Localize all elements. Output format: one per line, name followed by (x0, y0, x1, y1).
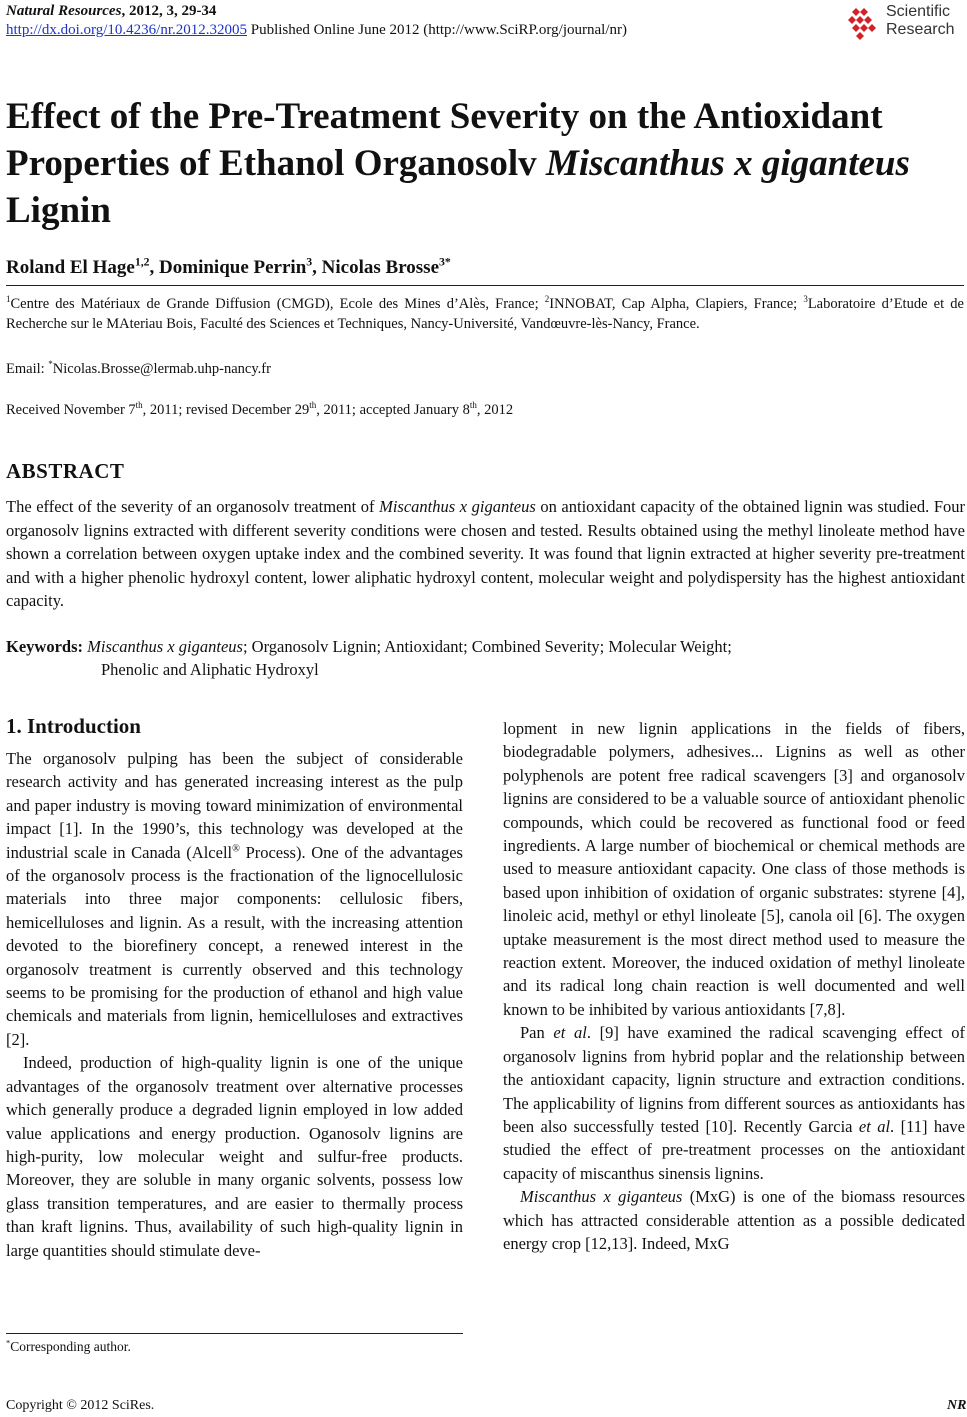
journal-name: Natural Resources (6, 3, 122, 19)
affiliation-2: INNOBAT, Cap Alpha, Clapiers, France; (549, 296, 804, 312)
abstract-text-part: The effect of the severity of an organosolv treatment of (6, 497, 380, 516)
accepted-year: , 2012 (476, 402, 514, 418)
title-text-part1: Effect of the Pre-Treatment Severity on the Antioxidant Properties of Ethanol Organosolv (6, 96, 883, 184)
author-list (6, 256, 451, 280)
author-affiliation-mark: 3 (306, 255, 313, 269)
affiliation-1: Centre des Matériaux de Grande Diffusion (CMGD), Ecole des Mines d’Alès, France; (10, 296, 545, 312)
keywords-line1: ; Organosolv Lignin; Antioxidant; Combined Severity; Molecular Weight; (242, 637, 732, 656)
paragraph-text: The organosolv pulping has been the subject of considerable research activity and has generated increasing interest as the pulp and paper industry is moving toward minimization of environmental impact [1]. In the 1990’s, this technology was developed at the industrial scale in Canada (Alcell (6, 749, 463, 862)
accepted-date: , 2011; accepted January 8 (316, 402, 470, 418)
paragraph-text: (MxG) is one of the biomass resources which has attracted considerable attention as a possible dedicated energy crop [12,13]. Indeed, MxG (503, 1187, 965, 1253)
paragraph-text: Process). One of the advantages of the organosolv process is the fractionation of the lignocellulosic materials into three major components: cellulosic fibers, hemicelluloses and lignin. As a result, with the increasing attention devoted to the biorefinery concept, a renewed interest in the organosolv treatment is currently observed and this technology seems to be promising for the production of ethanol and high value chemicals and materials from lignin, hemicelluloses and extractives [2]. (6, 842, 463, 1049)
intro-paragraph-2: Indeed, production of high-quality lignin is one of the unique advantages of the organosolv treatment over alternative processes which generally produce a degraded lignin employed in low added value applications and energy production. Oganosolv lignins are high-purity, low molecular weight and sulfur-free products. Moreover, they are soluble in many organic solvents, possess low glass transition temperatures, and are easier to thermally process than kraft lignins. Thus, availability of such high-quality lignin in large quantities should stimulate deve- (6, 1053, 463, 1260)
affiliation-mark: 2 (544, 294, 550, 305)
footnote-divider (6, 1333, 463, 1334)
keywords (6, 635, 965, 681)
affiliation-mark: 3 (803, 294, 808, 305)
email-address: Nicolas.Brosse@lermab.uhp-nancy.fr (52, 361, 271, 377)
abstract-text (6, 495, 965, 613)
logo-wordmark (886, 3, 954, 39)
doi-link[interactable]: http://dx.doi.org/10.4236/nr.2012.32005 (6, 22, 247, 38)
title-text-part2: Lignin (6, 190, 111, 231)
author-name: , Nicolas Brosse (312, 257, 440, 278)
paragraph-text: Pan (520, 1023, 554, 1043)
logo-word-research: Research (886, 21, 955, 38)
et-al-italic: et al (858, 1116, 891, 1136)
intro-paragraph-3: lopment in new lignin applications in the fields of fibers, biodegradable polymers, adhesives... Lignins as well as other polyphenols are potent free radical scavengers [3] and organosolv lignins are considered to be a valuable source of antioxidant phenolic compounds, which could be recovered as functional food or feed ingredients. A large number of biochemical or chemical methods are used to measure antioxidant capacity. One class of those methods is based upon inhibition of oxidation of organic substrates: styrene [4], linoleic acid, methyl or ethyl linoleate [5], canola oil [6]. The oxygen uptake measurement is the most direct method used to measure the reaction extent. Moreover, the induced oxidation of methyl linoleate and its radical long chain reaction is well documented and well known to be inhibited by various antioxidants [7,8]. (503, 719, 965, 1019)
right-column (503, 717, 965, 1255)
affiliation-3: Laboratoire d’Etude et de Recherche sur le MAteriau Bois, Faculté des Sciences et Techniques, Nancy-Université, Vandœuvre-lès-Nancy, France. (6, 296, 964, 332)
title-species-italic: Miscanthus x giganteus (545, 143, 910, 184)
paragraph-text: . [11] have studied the effect of pre-treatment processes on the antioxidant capacity of miscanthus sinensis lignins. (503, 1116, 965, 1183)
affiliations (6, 294, 964, 334)
intro-paragraph-5 (503, 1185, 965, 1255)
et-al-italic: et al (553, 1023, 587, 1043)
keyword-species-italic: Miscanthus x giganteus (87, 637, 243, 656)
keywords-line2: Phenolic and Aliphatic Hydroxyl (101, 660, 319, 679)
journal-citation-line (6, 2, 627, 40)
received-date: Received November 7 (6, 402, 136, 418)
logo-word-scientific: Scientific (886, 3, 951, 20)
author-name: Roland El Hage (6, 257, 135, 278)
journal-abbrev-footer: NR (947, 1398, 967, 1413)
paper-title (6, 93, 956, 234)
scientific-research-logo (848, 2, 966, 42)
paragraph-text: . [9] have examined the radical scavenging effect of organosolv lignins from hybrid poplar and the relationship between the antioxidant capacity, lignin structure and extraction conditions. The applicability of lignins from different sources as antioxidants has been also successfully tested [10]. Recently Garcia (503, 1023, 965, 1136)
intro-paragraph-4 (503, 1021, 965, 1185)
keywords-label: Keywords: (6, 637, 88, 656)
abstract-heading: ABSTRACT (6, 459, 125, 483)
received-dates (6, 400, 513, 420)
footnote-mark: * (6, 1338, 11, 1348)
published-online-text: Published Online June 2012 (http://www.SciRP.org/journal/nr) (246, 22, 627, 38)
email-mark: * (48, 359, 53, 370)
author-name: , Dominique Perrin (149, 257, 307, 278)
author-affiliation-mark: 1,2 (134, 255, 150, 269)
copyright-footer: Copyright © 2012 SciRes. (6, 1398, 155, 1413)
ordinal-suffix: th (135, 400, 143, 411)
scientific-research-logo-icon (848, 4, 884, 40)
journal-volume-pages: , 2012, 3, 29-34 (121, 3, 217, 19)
author-divider (6, 285, 964, 286)
abstract-text-part: on antioxidant capacity of the obtained lignin was studied. Four organosolv lignins extracted with different severity conditions were chosen and tested. Results obtained using the methyl linoleate method have shown a correlation between oxygen uptake index and the combined severity. It was found that lignin extracted at higher severity pre-treatment and with a higher phenolic hydroxyl content, lower aliphatic hydroxyl content, molecular weight and polydispersity has the highest antioxidant capacity. (6, 497, 965, 610)
ordinal-suffix: th (309, 400, 317, 411)
footnote-text: Corresponding author. (10, 1339, 131, 1354)
author-affiliation-mark: 3* (439, 255, 451, 269)
species-italic: Miscanthus x giganteus (520, 1187, 683, 1207)
ordinal-suffix: th (469, 400, 477, 411)
revised-date: , 2011; revised December 29 (142, 402, 310, 418)
affiliation-mark: 1 (6, 294, 11, 305)
email-label: Email: (6, 361, 49, 377)
registered-mark: ® (232, 843, 240, 855)
abstract-species-italic: Miscanthus x giganteus (379, 497, 536, 516)
corresponding-email (6, 359, 271, 379)
intro-paragraph-1 (6, 747, 463, 1051)
section-heading-introduction: 1. Introduction (6, 714, 141, 738)
footnote (6, 1339, 131, 1355)
left-column (6, 747, 463, 1262)
